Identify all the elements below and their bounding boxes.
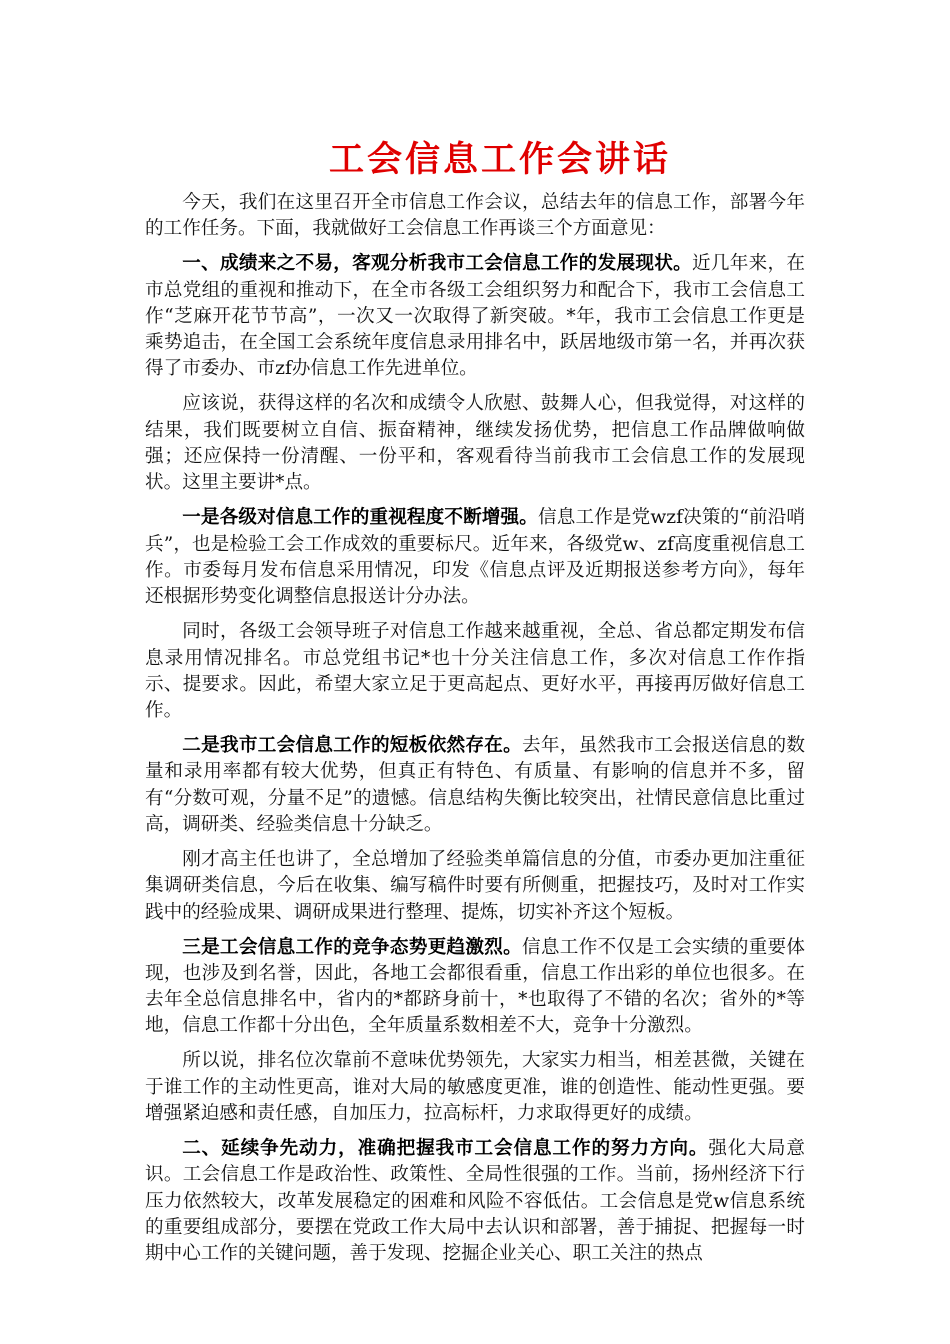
paragraph-5-text: 同时，各级工会领导班子对信息工作越来越重视，全总、省总都定期发布信息录用情况排名。市总党组书记*也十分关注信息工作，多次对信息工作作指示、提要求。因此，希望大家立足于更高起点、更好水平，再接再厉做好信息工作。: [145, 621, 805, 722]
paragraph-7: [145, 847, 805, 926]
paragraph-7-text: 刚才高主任也讲了，全总增加了经验类单篇信息的分值，市委办更加注重征集调研类信息，今后在收集、编写稿件时要有所侧重，把握技巧，及时对工作实践中的经验成果、调研成果进行整理、提炼，切实补齐这个短板。: [145, 848, 805, 923]
paragraph-4: [145, 505, 805, 610]
paragraph-8-heading: 三是工会信息工作的竞争态势更趋激烈。: [182, 936, 523, 958]
document-body: [145, 190, 805, 1276]
document-title: 工会信息工作会讲话: [328, 139, 671, 180]
paragraph-9-text: 所以说，排名位次靠前不意味优势领先，大家实力相当，相差甚微，关键在于谁工作的主动性更高，谁对大局的敏感度更准，谁的创造性、能动性更强。要增强紧迫感和责任感，自加压力，拉高标杆，力求取得更好的成绩。: [145, 1050, 805, 1124]
paragraph-2-text: 近几年来，在市总党组的重视和推动下，在全市各级工会组织努力和配合下，我市工会信息工作“芝麻开花节节高”，一次又一次取得了新突破。*年，我市工会信息工作更是乘势追击，在全国工会系统年度信息录用排名中，跃居地级市第一名，并再次获得了市委办、市zf办信息工作先进单位。: [145, 253, 805, 380]
paragraph-1: [145, 190, 805, 243]
paragraph-4-text: 信息工作是党wzf决策的“前沿哨兵”，也是检验工会工作成效的重要标尺。近年来，各级党w、zf高度重视信息工作。市委每月发布信息采用情况，印发《信息点评及近期报送参考方向》，每年还根据形势变化调整信息报送计分办法。: [145, 507, 805, 608]
paragraph-8: [145, 935, 805, 1040]
paragraph-6-heading: 二是我市工会信息工作的短板依然存在。: [182, 735, 523, 757]
paragraph-6: [145, 733, 805, 838]
paragraph-10: [145, 1136, 805, 1267]
paragraph-3: [145, 391, 805, 496]
paragraph-2: [145, 251, 805, 382]
paragraph-10-heading: 二、延续争先动力，准确把握我市工会信息工作的努力方向。: [182, 1137, 709, 1159]
paragraph-6-text: 去年，虽然我市工会报送信息的数量和录用率都有较大优势，但真正有特色、有质量、有影响的信息并不多，留有“分数可观，分量不足”的遗憾。信息结构失衡比较突出，社情民意信息比重过高，调研类、经验类信息十分缺乏。: [145, 735, 805, 835]
paragraph-9: [145, 1048, 805, 1127]
paragraph-8-text: 信息工作不仅是工会实绩的重要体现，也涉及到名誉，因此，各地工会都很看重，信息工作出彩的单位也很多。在去年全总信息排名中，省内的*都跻身前十，*也取得了不错的名次；省外的*等地，信息工作都十分出色，全年质量系数相差不大，竞争十分激烈。: [145, 936, 805, 1037]
paragraph-3-text: 应该说，获得这样的名次和成绩令人欣慰、鼓舞人心，但我觉得，对这样的结果，我们既要树立自信、振奋精神，继续发扬优势，把信息工作品牌做响做强；还应保持一份清醒、一份平和，客观看待当前我市工会信息工作的发展现状。这里主要讲*点。: [145, 393, 805, 494]
paragraph-10-text: 强化大局意识。工会信息工作是政治性、政策性、全局性很强的工作。当前，扬州经济下行压力依然较大，改革发展稳定的困难和风险不容低估。工会信息是党w信息系统的重要组成部分，要摆在党政工作大局中去认识和部署，善于捕捉、把握每一时期中心工作的关键问题，善于发现、挖掘企业关心、职工关注的热点: [145, 1137, 805, 1265]
paragraph-4-heading: 一是各级对信息工作的重视程度不断增强。: [182, 507, 539, 529]
paragraph-5: [145, 619, 805, 724]
paragraph-2-heading: 一、成绩来之不易，客观分析我市工会信息工作的发展现状。: [182, 253, 692, 275]
paragraph-1-text: 今天，我们在这里召开全市信息工作会议，总结去年的信息工作，部署今年的工作任务。下面，我就做好工会信息工作再谈三个方面意见：: [145, 192, 805, 240]
